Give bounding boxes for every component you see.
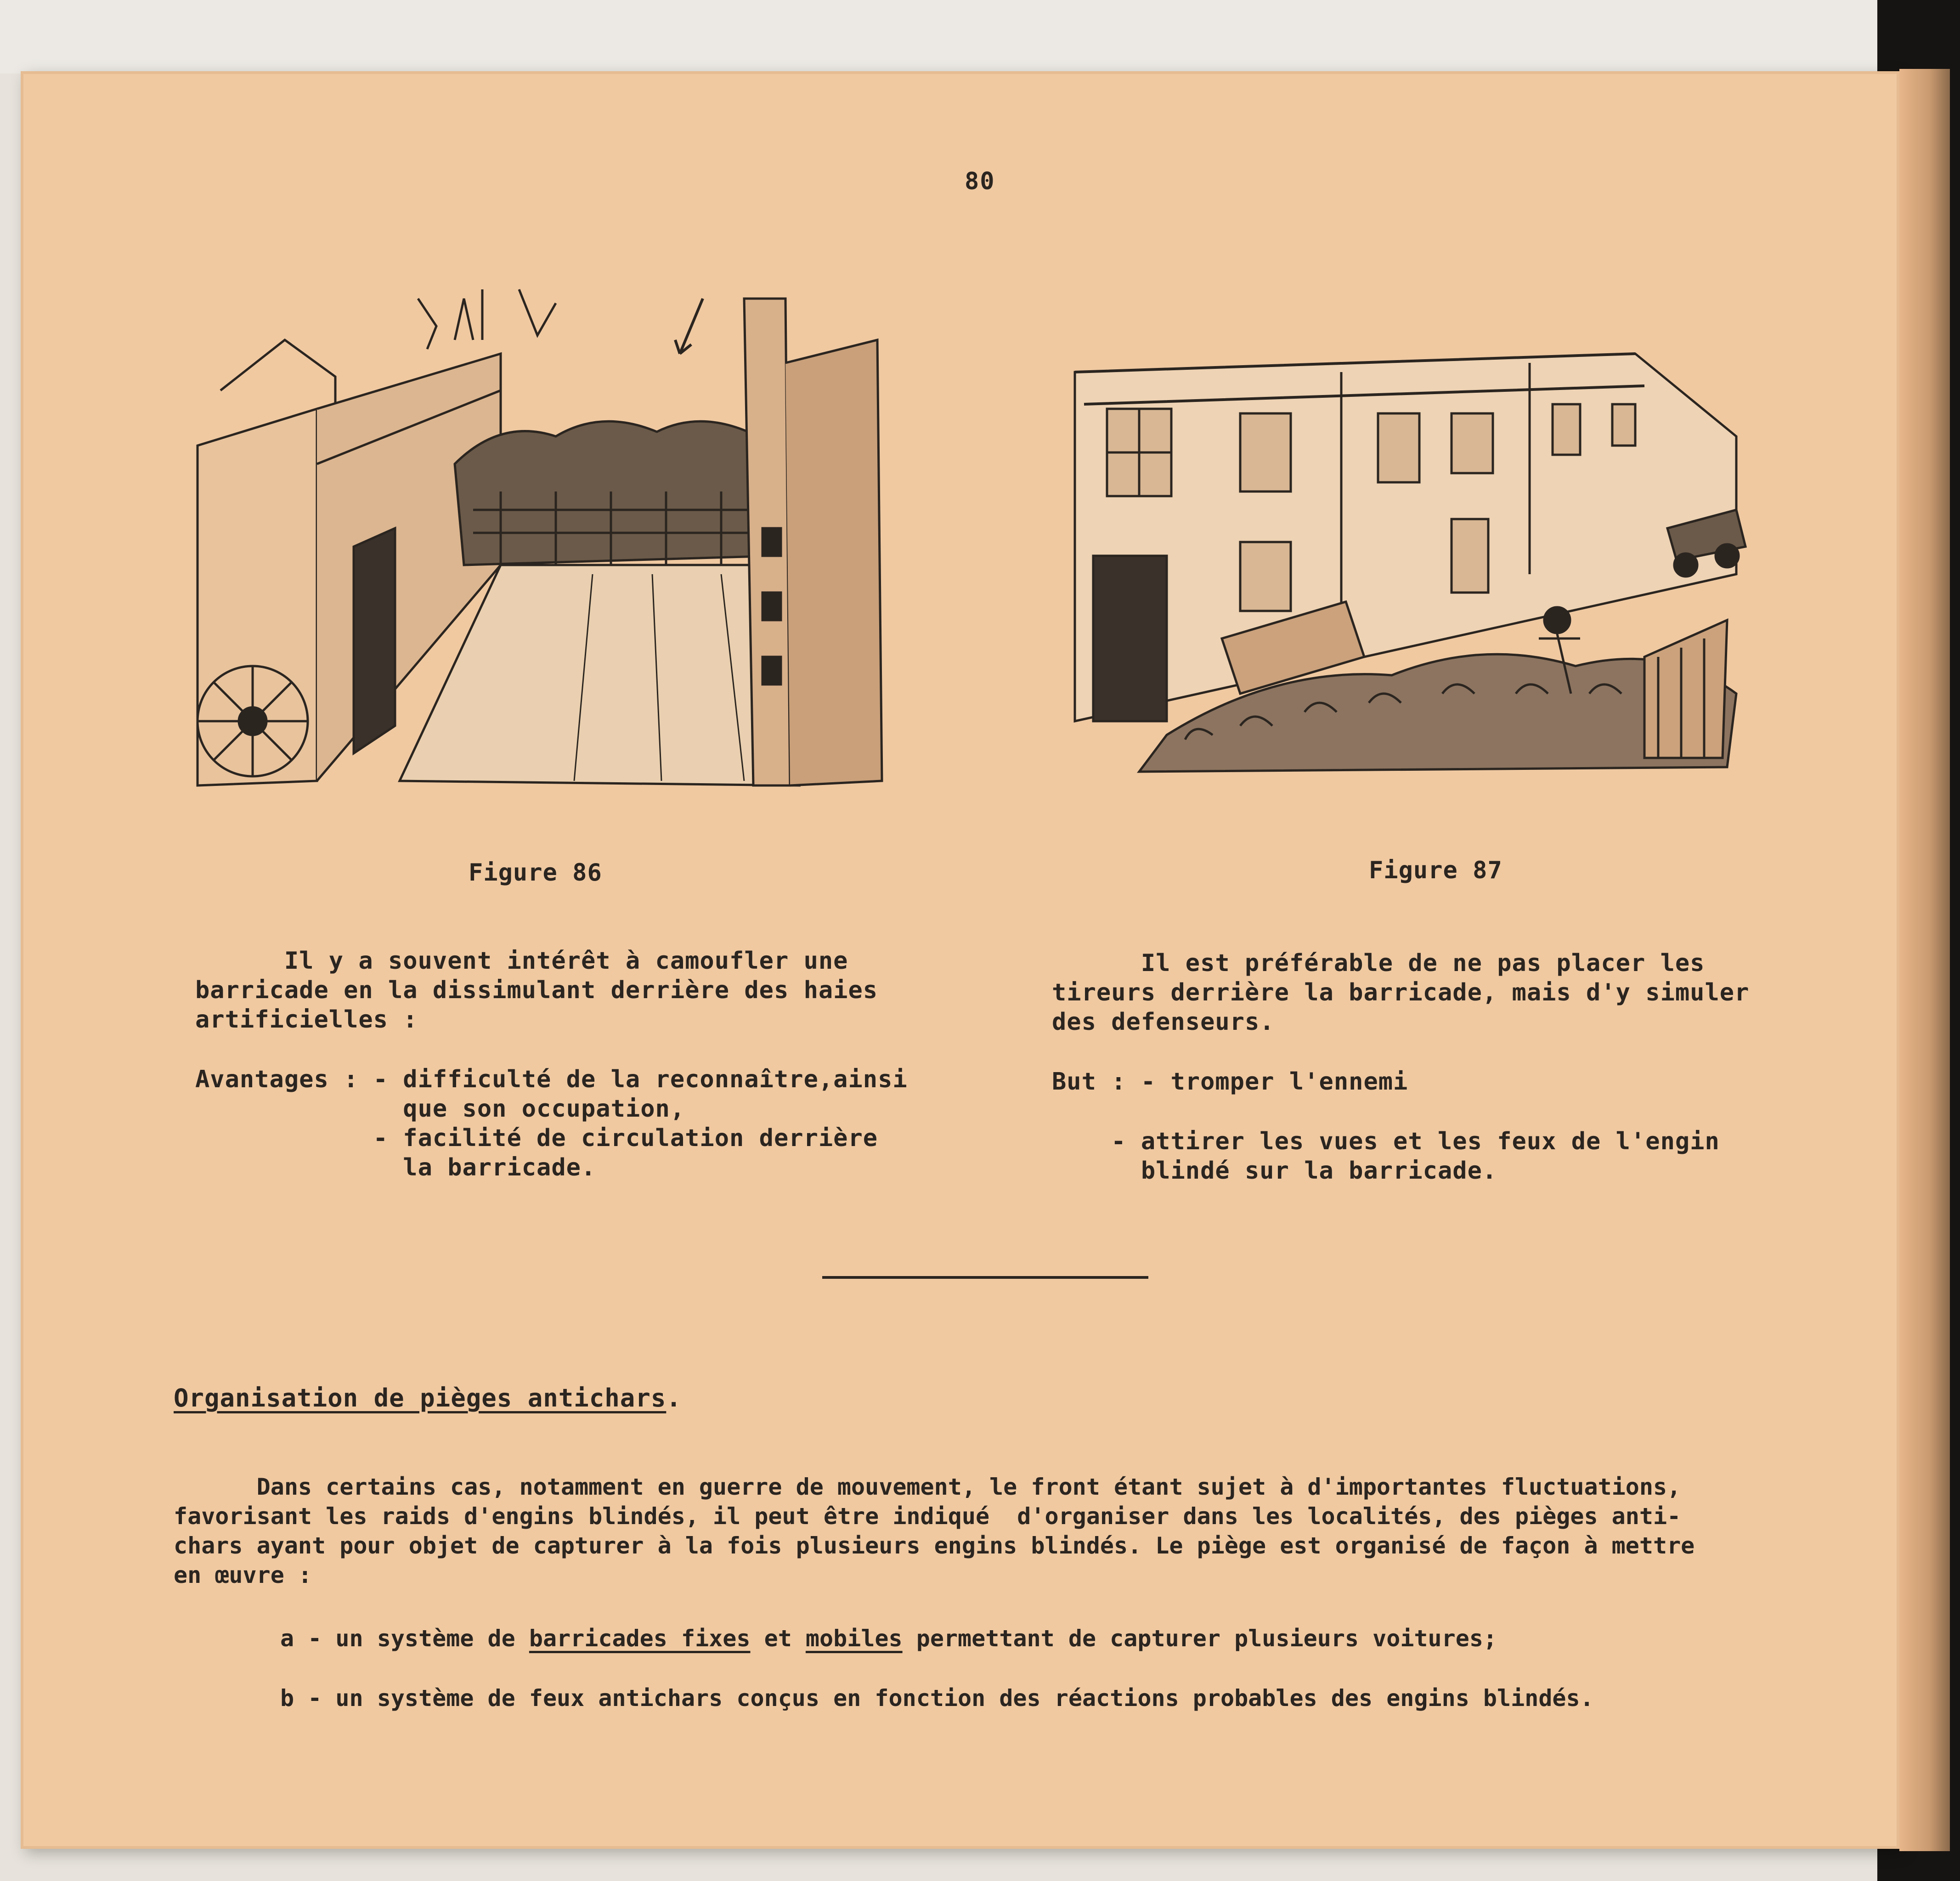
right-intro-paragraph xyxy=(1052,949,1749,1037)
text-line: Il y a souvent intérêt à camoufler une xyxy=(195,947,848,975)
text-line: blindé sur la barricade. xyxy=(1052,1157,1497,1185)
section-divider xyxy=(822,1276,1148,1279)
text-line: la barricade. xyxy=(195,1154,596,1181)
section-paragraph xyxy=(174,1472,1695,1590)
section-heading-period: . xyxy=(666,1384,682,1412)
text-line: tireurs derrière la barricade, mais d'y simuler xyxy=(1052,979,1750,1006)
text-line: - attirer les vues et les feux de l'engin xyxy=(1052,1128,1720,1155)
page-number: 80 xyxy=(965,168,995,195)
item-a-prefix: a - un système de xyxy=(280,1625,529,1652)
text-line: favorisant les raids d'engins blindés, il peut être indiqué d'organiser dans les localités, des pièges anti- xyxy=(174,1503,1681,1530)
item-a-mid: et xyxy=(750,1625,806,1652)
list-item-a xyxy=(280,1624,1497,1653)
item-a-mobiles: mobiles xyxy=(805,1625,903,1652)
figure-86-caption: Figure 86 xyxy=(469,859,602,887)
page-curl xyxy=(1899,69,1950,1851)
text-line: des defenseurs. xyxy=(1052,1008,1275,1036)
text-line: Il est préférable de ne pas placer les xyxy=(1052,949,1705,977)
section-heading xyxy=(174,1384,682,1412)
text-line: - facilité de circulation derrière xyxy=(195,1124,878,1152)
item-a-suffix: permettant de capturer plusieurs voitures; xyxy=(902,1625,1497,1652)
goal-line: But : - tromper l'ennemi xyxy=(1052,1068,1408,1096)
text-line: artificielles : xyxy=(195,1006,418,1034)
figure-87-caption: Figure 87 xyxy=(1369,857,1502,884)
text-line: chars ayant pour objet de capturer à la fois plusieurs engins blindés. Le piège est organisé de façon à mettre xyxy=(174,1532,1695,1559)
text-line: Dans certains cas, notamment en guerre de mouvement, le front étant sujet à d'importantes fluctuations, xyxy=(174,1474,1681,1500)
list-item-b: b - un système de feux antichars conçus en fonction des réactions probables des engins blindés. xyxy=(280,1685,1594,1712)
advantages-list xyxy=(195,1065,908,1182)
text-line: que son occupation, xyxy=(195,1095,685,1123)
figure-86-illustration xyxy=(179,271,896,799)
figure-87-illustration xyxy=(1047,345,1764,785)
scan-background xyxy=(0,0,1960,73)
text-line: Avantages : - difficulté de la reconnaître,ainsi xyxy=(195,1066,908,1093)
section-heading-text: Organisation de pièges antichars xyxy=(174,1384,667,1412)
goal-list xyxy=(1052,1127,1720,1186)
left-intro-paragraph xyxy=(195,946,878,1034)
item-a-barricades-fixes: barricades fixes xyxy=(529,1625,751,1652)
text-line: barricade en la dissimulant derrière des haies xyxy=(195,977,878,1004)
text-line: en œuvre : xyxy=(174,1562,312,1588)
